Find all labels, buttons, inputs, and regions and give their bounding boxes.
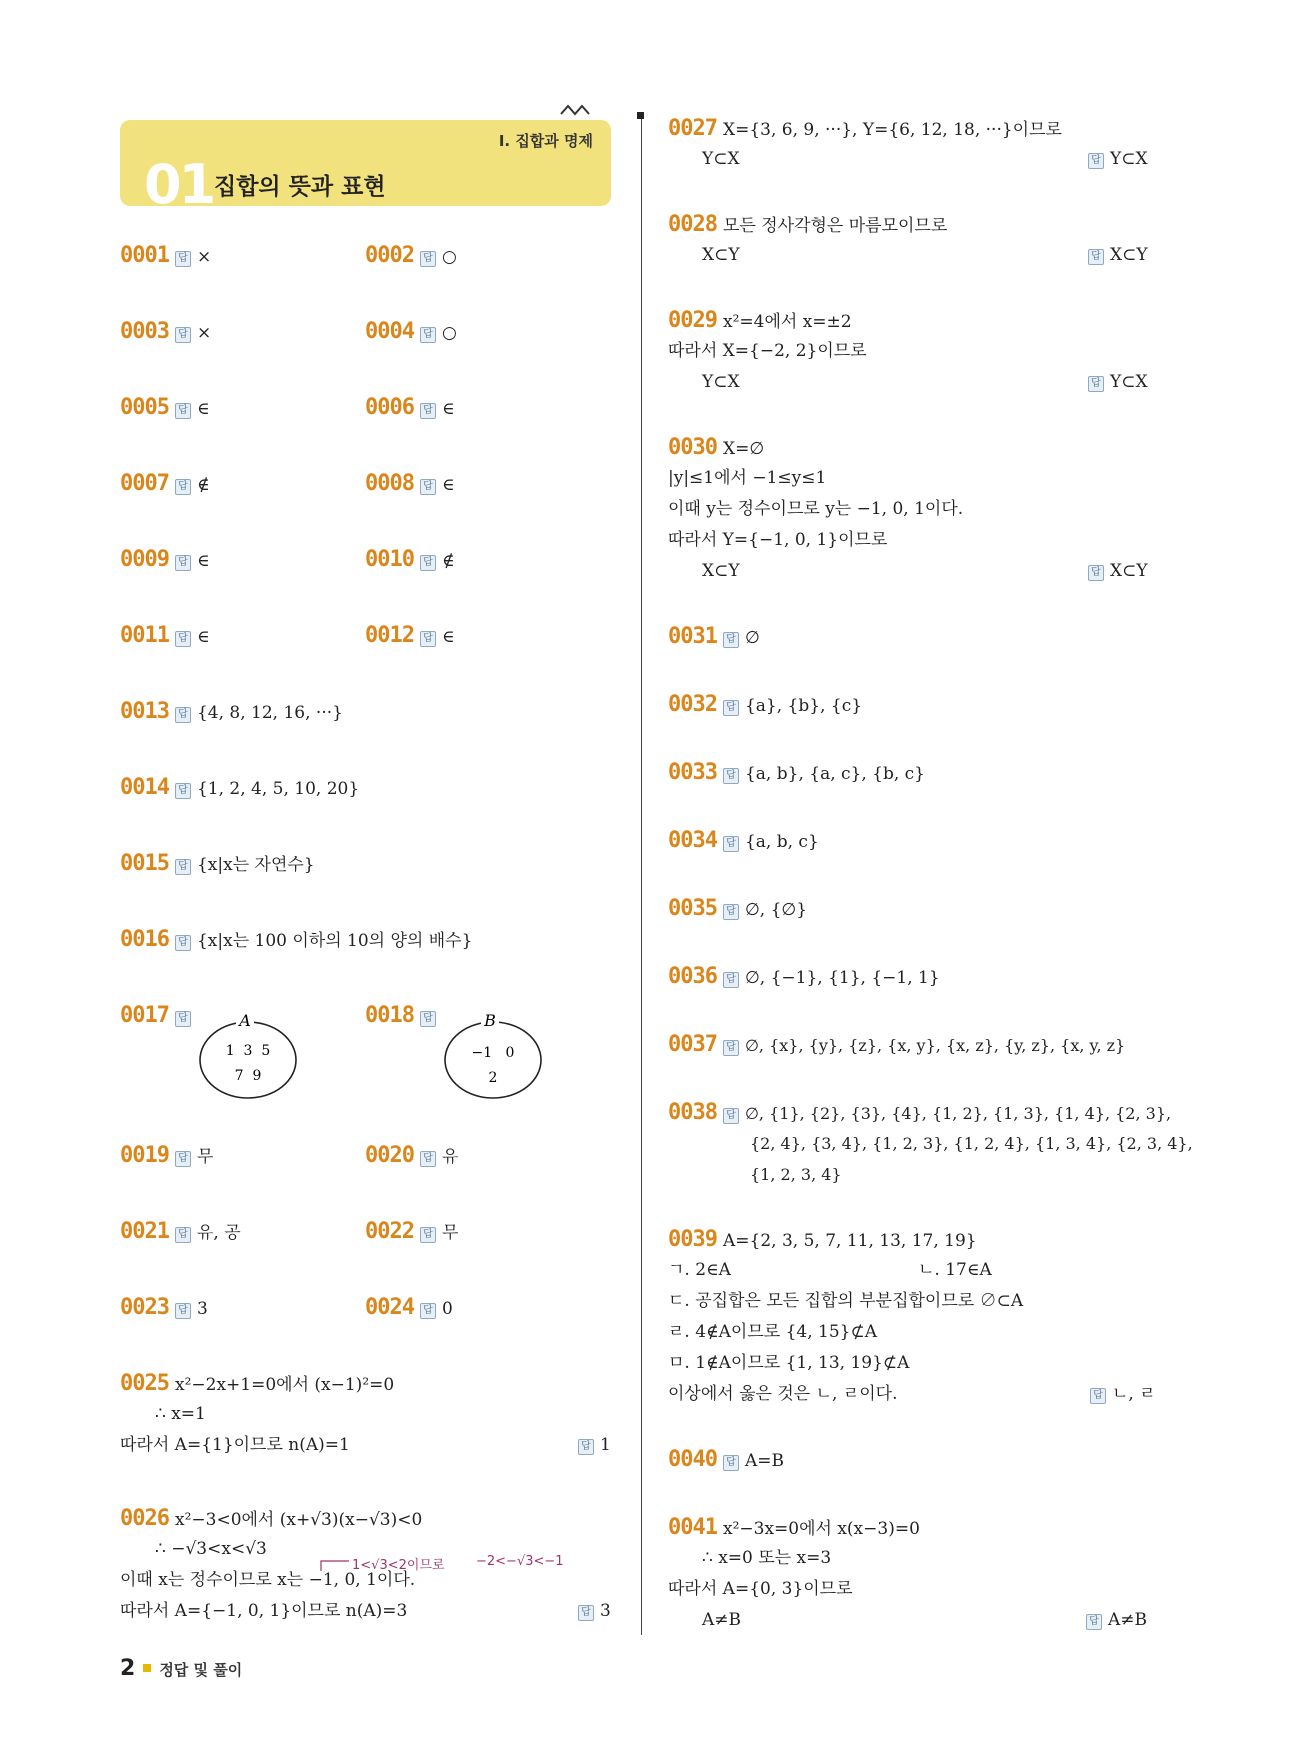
problem-number: 0015 xyxy=(120,851,169,876)
answer-value: 무 xyxy=(441,1223,459,1243)
problem-number: 0027 xyxy=(668,116,717,141)
solution-line: x²−2x+1=0에서 (x−1)²=0 xyxy=(174,1375,395,1395)
problem-number: 0012 xyxy=(365,623,414,648)
solution-entry xyxy=(668,305,852,338)
answer-icon: 답 xyxy=(578,1605,594,1621)
answer-value: ∈ xyxy=(441,399,455,419)
final-answer xyxy=(1088,556,1148,587)
solution-line: ㅁ. 1∉A이므로 {1, 13, 19}⊄A xyxy=(668,1353,910,1373)
solution-line: Y⊂X xyxy=(702,372,740,392)
answer-value: ∅, {−1}, {1}, {−1, 1} xyxy=(744,968,940,988)
answer-entry xyxy=(668,1097,1171,1129)
answer-value: × xyxy=(196,247,212,267)
divider-marker xyxy=(637,112,644,119)
final-answer xyxy=(1090,1379,1156,1410)
answer-icon: 답 xyxy=(723,1040,739,1056)
solution-line: 이때 x는 정수이므로 x는 −1, 0, 1이다. xyxy=(120,1570,416,1590)
problem-number: 0028 xyxy=(668,212,717,237)
answer-icon: 답 xyxy=(175,1151,191,1167)
answer-icon: 답 xyxy=(175,631,191,647)
solution-line: 이상에서 옳은 것은 ㄴ, ㄹ이다. xyxy=(668,1384,898,1404)
answer-icon: 답 xyxy=(175,707,191,723)
final-answer xyxy=(1088,367,1148,398)
solution-entry xyxy=(120,1503,422,1536)
final-answer xyxy=(1088,144,1148,175)
page-number: 2 xyxy=(120,1656,136,1681)
venn-diagram-a xyxy=(196,1010,300,1102)
answer-icon: 답 xyxy=(420,1227,436,1243)
problem-number: 0029 xyxy=(668,308,717,333)
answer-icon: 답 xyxy=(723,768,739,784)
problem-number: 0036 xyxy=(668,964,717,989)
answer-value: 1 xyxy=(600,1435,611,1455)
answer-icon: 답 xyxy=(420,403,436,419)
answer-entry xyxy=(365,1000,442,1033)
footer-label: 정답 및 풀이 xyxy=(159,1661,243,1679)
solution-line: A≠B xyxy=(702,1610,742,1630)
answer-entry xyxy=(668,1444,784,1477)
answer-value: 유 xyxy=(441,1147,459,1167)
solution-line: ∴ x=1 xyxy=(155,1404,206,1424)
problem-number: 0021 xyxy=(120,1219,169,1244)
problem-number: 0030 xyxy=(668,435,717,460)
answer-entry xyxy=(120,240,211,273)
answer-icon: 답 xyxy=(723,700,739,716)
answer-value: 3 xyxy=(600,1601,611,1621)
answer-continuation: {1, 2, 3, 4} xyxy=(750,1165,842,1184)
answer-value: A=B xyxy=(744,1451,784,1471)
solution-line: x²=4에서 x=±2 xyxy=(722,312,852,332)
answer-value: ∉ xyxy=(441,551,455,571)
solution-line: 이때 y는 정수이므로 y는 −1, 0, 1이다. xyxy=(668,499,964,519)
answer-entry xyxy=(668,893,807,926)
problem-number: 0024 xyxy=(365,1295,414,1320)
problem-number: 0014 xyxy=(120,775,169,800)
answer-value: ∈ xyxy=(196,399,210,419)
problem-number: 0010 xyxy=(365,547,414,572)
solution-line: X⊂Y xyxy=(702,561,740,581)
answer-icon: 답 xyxy=(420,1303,436,1319)
solution-line: ∴ x=0 또는 x=3 xyxy=(702,1548,832,1568)
answer-entry xyxy=(120,468,210,501)
answer-value: 0 xyxy=(441,1299,453,1319)
problem-number: 0018 xyxy=(365,1003,414,1028)
answer-icon: 답 xyxy=(175,783,191,799)
solution-line: 따라서 A={−1, 0, 1}이므로 n(A)=3 xyxy=(120,1601,408,1621)
solution-line: Y⊂X xyxy=(702,149,740,169)
solution-line: x²−3x=0에서 x(x−3)=0 xyxy=(722,1519,920,1539)
answer-entry xyxy=(668,1029,1125,1061)
answer-value: {1, 2, 4, 5, 10, 20} xyxy=(196,779,360,799)
solution-line: ∴ −√3<x<√3 xyxy=(155,1539,267,1559)
section-title: 집합의 뜻과 표현 xyxy=(214,174,386,200)
answer-entry xyxy=(120,1216,241,1249)
answer-entry xyxy=(365,240,457,273)
answer-entry xyxy=(120,392,210,425)
answer-icon: 답 xyxy=(578,1439,594,1455)
problem-number: 0033 xyxy=(668,760,717,785)
problem-number: 0025 xyxy=(120,1371,169,1396)
problem-number: 0007 xyxy=(120,471,169,496)
problem-number: 0035 xyxy=(668,896,717,921)
answer-entry xyxy=(120,848,315,881)
answer-icon: 답 xyxy=(175,251,191,267)
answer-entry xyxy=(668,961,940,994)
problem-number: 0026 xyxy=(120,1506,169,1531)
answer-icon: 답 xyxy=(723,972,739,988)
annotation-note: 1<√3<2이므로 xyxy=(352,1558,445,1573)
answer-value: X⊂Y xyxy=(1110,245,1148,265)
answer-entry xyxy=(668,825,819,858)
answer-entry xyxy=(120,924,472,957)
answer-value: {a}, {b}, {c} xyxy=(744,696,863,716)
answer-value: {a, b}, {a, c}, {b, c} xyxy=(744,764,925,784)
venn-elements-row1: 1 3 5 xyxy=(225,1043,271,1059)
problem-number: 0019 xyxy=(120,1143,169,1168)
answer-icon: 답 xyxy=(420,1151,436,1167)
solution-line: 따라서 A={1}이므로 n(A)=1 xyxy=(120,1435,350,1455)
solution-line: X=∅ xyxy=(722,439,765,459)
answer-value: 유, 공 xyxy=(196,1223,241,1243)
solution-line: ㄴ. 17∈A xyxy=(918,1260,992,1280)
problem-number: 0005 xyxy=(120,395,169,420)
answer-value: 3 xyxy=(196,1299,208,1319)
answer-icon: 답 xyxy=(175,1303,191,1319)
solution-line: ㄹ. 4∉A이므로 {4, 15}⊄A xyxy=(668,1322,877,1342)
answer-entry xyxy=(365,392,455,425)
answer-value: 무 xyxy=(196,1147,214,1167)
answer-entry xyxy=(365,620,455,653)
venn-label: B xyxy=(484,1011,496,1030)
solution-line: 따라서 A={0, 3}이므로 xyxy=(668,1579,853,1599)
answer-value: {a, b, c} xyxy=(744,832,819,852)
answer-value: Y⊂X xyxy=(1110,149,1148,169)
answer-icon: 답 xyxy=(1088,376,1104,392)
answer-icon: 답 xyxy=(175,935,191,951)
answer-value: ∈ xyxy=(441,475,455,495)
answer-entry xyxy=(120,696,343,729)
answer-value: ∅, {1}, {2}, {3}, {4}, {1, 2}, {1, 3}, {1, 4}, {2, 3}, xyxy=(744,1104,1172,1123)
problem-number: 0020 xyxy=(365,1143,414,1168)
answer-icon: 답 xyxy=(723,904,739,920)
answer-icon: 답 xyxy=(175,859,191,875)
answer-entry xyxy=(668,621,760,654)
answer-entry xyxy=(120,1000,197,1033)
solution-line: X={3, 6, 9, ···}, Y={6, 12, 18, ···}이므로 xyxy=(722,120,1062,140)
answer-entry xyxy=(365,1140,458,1173)
page-footer xyxy=(120,1656,242,1681)
answer-value: ∅ xyxy=(744,628,760,648)
problem-number: 0003 xyxy=(120,319,169,344)
problem-number: 0041 xyxy=(668,1515,717,1540)
answer-value: {x|x는 100 이하의 10의 양의 배수} xyxy=(196,931,473,951)
venn-elements-row2: 7 9 xyxy=(234,1068,262,1084)
final-answer xyxy=(578,1430,611,1461)
problem-number: 0038 xyxy=(668,1100,717,1125)
answer-value: A≠B xyxy=(1108,1610,1148,1630)
problem-number: 0023 xyxy=(120,1295,169,1320)
answer-value: ∅, {x}, {y}, {z}, {x, y}, {x, z}, {y, z}, {x, y, z} xyxy=(744,1036,1126,1055)
solution-line: x²−3<0에서 (x+√3)(x−√3)<0 xyxy=(174,1510,423,1530)
final-answer xyxy=(1086,1605,1147,1636)
venn-label: A xyxy=(239,1011,251,1030)
section-banner xyxy=(120,120,611,216)
answer-value: × xyxy=(196,323,212,343)
venn-diagram-b xyxy=(441,1010,545,1102)
problem-number: 0001 xyxy=(120,243,169,268)
answer-entry xyxy=(668,757,925,790)
answer-icon: 답 xyxy=(175,479,191,495)
answer-entry xyxy=(120,1140,213,1173)
final-answer xyxy=(578,1596,611,1627)
answer-entry xyxy=(120,1292,208,1325)
answer-icon: 답 xyxy=(1088,565,1104,581)
problem-number: 0040 xyxy=(668,1447,717,1472)
answer-continuation: {2, 4}, {3, 4}, {1, 2, 3}, {1, 2, 4}, {1, 3, 4}, {2, 3, 4}, xyxy=(750,1134,1193,1153)
answer-entry xyxy=(365,544,455,577)
answer-value: ∅, {∅} xyxy=(744,900,808,920)
solution-line: 모든 정사각형은 마름모이므로 xyxy=(722,216,948,236)
solution-line: 따라서 X={−2, 2}이므로 xyxy=(668,341,867,361)
answer-entry xyxy=(365,1216,458,1249)
answer-icon: 답 xyxy=(723,632,739,648)
answer-entry xyxy=(120,620,210,653)
problem-number: 0034 xyxy=(668,828,717,853)
answer-icon: 답 xyxy=(420,1011,436,1027)
answer-value: ㄴ, ㄹ xyxy=(1112,1384,1156,1404)
answer-icon: 답 xyxy=(723,1455,739,1471)
answer-value: ∉ xyxy=(196,475,210,495)
answer-icon: 답 xyxy=(175,1011,191,1027)
answer-value: ○ xyxy=(441,323,457,343)
answer-icon: 답 xyxy=(420,631,436,647)
venn-elements-row2: 2 xyxy=(488,1070,498,1086)
problem-number: 0009 xyxy=(120,547,169,572)
problem-number: 0022 xyxy=(365,1219,414,1244)
answer-icon: 답 xyxy=(175,1227,191,1243)
answer-icon: 답 xyxy=(420,251,436,267)
answer-icon: 답 xyxy=(420,555,436,571)
final-answer xyxy=(1088,240,1148,271)
answer-entry xyxy=(365,1292,453,1325)
answer-value: Y⊂X xyxy=(1110,372,1148,392)
answer-icon: 답 xyxy=(175,327,191,343)
problem-number: 0013 xyxy=(120,699,169,724)
answer-entry xyxy=(120,772,359,805)
problem-number: 0016 xyxy=(120,927,169,952)
answer-value: {4, 8, 12, 16, ···} xyxy=(196,703,343,723)
solution-entry xyxy=(668,1512,920,1545)
solution-entry xyxy=(668,113,1062,146)
answer-icon: 답 xyxy=(420,479,436,495)
solution-entry xyxy=(120,1368,394,1401)
answer-value: {x|x는 자연수} xyxy=(196,855,315,875)
solution-entry xyxy=(668,209,947,242)
problem-number: 0039 xyxy=(668,1227,717,1252)
answer-entry xyxy=(120,316,211,349)
problem-number: 0037 xyxy=(668,1032,717,1057)
solution-line: ㄷ. 공집합은 모든 집합의 부분집합이므로 ∅⊂A xyxy=(668,1291,1024,1311)
answer-entry xyxy=(365,468,455,501)
answer-entry xyxy=(365,316,457,349)
answer-icon: 답 xyxy=(723,836,739,852)
answer-icon: 답 xyxy=(1086,1614,1102,1630)
answer-icon: 답 xyxy=(420,327,436,343)
problem-number: 0017 xyxy=(120,1003,169,1028)
answer-value: ○ xyxy=(441,247,457,267)
problem-number: 0002 xyxy=(365,243,414,268)
square-bullet-icon xyxy=(143,1664,151,1672)
answer-entry xyxy=(668,689,862,722)
answer-icon: 답 xyxy=(1090,1388,1106,1404)
problem-number: 0011 xyxy=(120,623,169,648)
answer-value: X⊂Y xyxy=(1110,561,1148,581)
answer-icon: 답 xyxy=(723,1108,739,1124)
solution-line: A={2, 3, 5, 7, 11, 13, 17, 19} xyxy=(722,1231,977,1251)
chapter-label: Ⅰ. 집합과 명제 xyxy=(498,132,593,150)
zigzag-decoration xyxy=(560,102,590,116)
solution-entry xyxy=(668,432,764,465)
answer-value: ∈ xyxy=(196,627,210,647)
solution-line: |y|≤1에서 −1≤y≤1 xyxy=(668,468,827,488)
problem-number: 0006 xyxy=(365,395,414,420)
answer-value: ∈ xyxy=(196,551,210,571)
solution-line: 따라서 Y={−1, 0, 1}이므로 xyxy=(668,530,888,550)
section-number: 01 xyxy=(144,153,214,216)
answer-icon: 답 xyxy=(175,403,191,419)
problem-number: 0004 xyxy=(365,319,414,344)
solution-entry xyxy=(668,1224,977,1257)
answer-icon: 답 xyxy=(1088,153,1104,169)
answer-value: ∈ xyxy=(441,627,455,647)
solution-line: X⊂Y xyxy=(702,245,740,265)
answer-icon: 답 xyxy=(1088,249,1104,265)
column-divider xyxy=(641,115,642,1635)
solution-line: ㄱ. 2∈A xyxy=(668,1260,731,1280)
annotation-note: −2<−√3<−1 xyxy=(476,1554,564,1569)
answer-entry xyxy=(120,544,210,577)
answer-icon: 답 xyxy=(175,555,191,571)
problem-number: 0008 xyxy=(365,471,414,496)
venn-elements-row1: −1 0 xyxy=(471,1045,515,1061)
problem-number: 0032 xyxy=(668,692,717,717)
problem-number: 0031 xyxy=(668,624,717,649)
